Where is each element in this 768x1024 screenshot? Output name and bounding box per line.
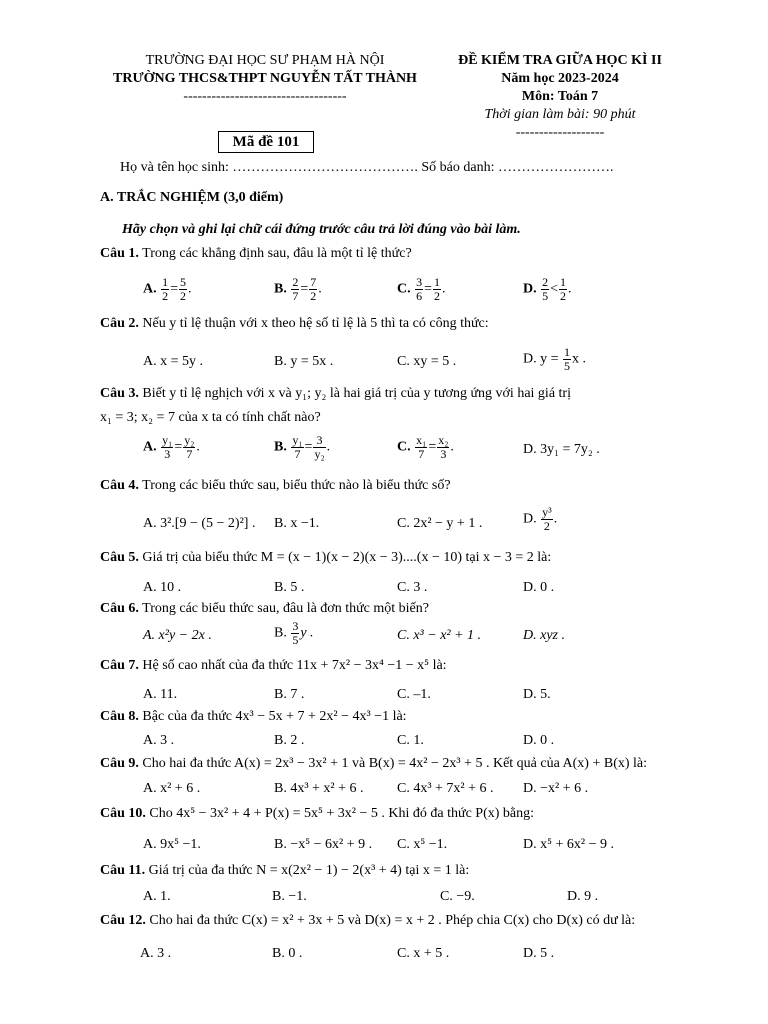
q11-option-a: A. 1. <box>143 889 171 904</box>
fraction: $\frac{\text{x₁}}{7}$ <box>416 433 427 461</box>
question-7: Câu 7. Hệ số cao nhất của đa thức 11x + 7x² − 3x⁴ −1 − x⁵ là: <box>100 658 447 673</box>
question-10: Câu 10. Cho 4x⁵ − 3x² + 4 + P(x) = 5x⁵ + 3x² − 5 . Khi đó đa thức P(x) bằng: <box>100 806 535 821</box>
question-12: Câu 12. Cho hai đa thức C(x) = x² + 3x + 5 và D(x) = x + 2 . Phép chia C(x) cho D(x) có dư là: <box>100 913 636 928</box>
q3-option-b: B. $\frac{\text{y₁}}{7}$ = $\frac{3}{\text{y₂}}$ . <box>274 433 331 461</box>
header-left <box>100 52 430 106</box>
question-3-cont: x₁ = 3; x₂ = 7 của x ta có tính chất nào? <box>100 410 321 425</box>
q12-option-d: D. 5 . <box>523 946 555 961</box>
q11-option-c: C. −9. <box>440 889 475 904</box>
header-right <box>445 52 675 142</box>
fraction: $\frac{\text{y₂}}{7}$ <box>184 433 195 461</box>
fraction: $\frac{\text{x₂}}{3}$ <box>438 433 449 461</box>
q10-option-c: C. x⁵ −1. <box>397 837 448 852</box>
question-3: Câu 3. Biết y tỉ lệ nghịch với x và y₁; y₂ là hai giá trị của y tương ứng với hai giá trị <box>100 386 571 401</box>
q1-option-d: D. $\frac{2}{5}$ < $\frac{1}{2}$ . <box>523 275 572 303</box>
question-text: Trong các khẳng định sau, đâu là một tỉ lệ thức? <box>138 246 412 261</box>
fraction: $\frac{3}{6}$ <box>416 275 423 303</box>
header-left-rule: ----------------------------------- <box>183 89 347 104</box>
q3-option-a: A. $\frac{\text{y₁}}{3}$ = $\frac{\text{y₂}}{7}$ . <box>143 433 200 461</box>
q6-option-d: D. xyz . <box>523 628 565 643</box>
header-right-rule: ------------------- <box>515 125 605 140</box>
fraction: $\frac{3}{5}$ <box>292 619 299 647</box>
question-8: Câu 8. Bậc của đa thức 4x³ − 5x + 7 + 2x² − 4x³ −1 là: <box>100 709 407 724</box>
q8-option-c: C. 1. <box>397 733 424 748</box>
q7-option-b: B. 7 . <box>274 687 305 702</box>
q1-option-b: B. $\frac{2}{7}$ = $\frac{7}{2}$ . <box>274 275 322 303</box>
q7-option-d: D. 5. <box>523 687 551 702</box>
q12-option-c: C. x + 5 . <box>397 946 450 961</box>
question-1 <box>100 246 412 262</box>
q9-option-c: C. 4x³ + 7x² + 6 . <box>397 781 494 796</box>
fraction: $\frac{1}{5}$ <box>564 345 571 373</box>
fraction: $\frac{5}{2}$ <box>180 275 187 303</box>
q5-option-a: A. 10 . <box>143 580 182 595</box>
q10-option-b: B. −x⁵ − 6x² + 9 . <box>274 837 373 852</box>
subject: Môn: Toán 7 <box>521 89 599 104</box>
q12-option-a: A. 3 . <box>140 946 172 961</box>
q6-option-b: B. $\frac{3}{5}$ y . <box>274 619 314 647</box>
fraction: $\frac{1}{2}$ <box>560 275 567 303</box>
q5-option-b: B. 5 . <box>274 580 305 595</box>
q1-option-a: A. $\frac{1}{2}$ = $\frac{5}{2}$ . <box>143 275 192 303</box>
q3-option-d: D. 3y₁ = 7y₂ . <box>523 442 600 457</box>
q8-option-d: D. 0 . <box>523 733 555 748</box>
q2-option-a: A. x = 5y . <box>143 354 204 369</box>
q5-option-c: C. 3 . <box>397 580 428 595</box>
fraction: $\frac{7}{2}$ <box>310 275 317 303</box>
q2-option-c: C. xy = 5 . <box>397 354 457 369</box>
fraction: $\frac{\text{y₁}}{7}$ <box>292 433 303 461</box>
q2-option-b: B. y = 5x . <box>274 354 334 369</box>
q9-option-d: D. −x² + 6 . <box>523 781 589 796</box>
student-info-line: Họ và tên học sinh: …………………………………. Số báo danh: ……………………. <box>120 160 614 175</box>
q7-option-c: C. –1. <box>397 687 431 702</box>
q7-option-a: A. 11. <box>143 687 178 702</box>
exam-code-box: Mã đề 101 <box>218 131 314 153</box>
q11-option-b: B. −1. <box>272 889 307 904</box>
q8-option-b: B. 2 . <box>274 733 305 748</box>
question-5: Câu 5. Giá trị của biểu thức M = (x − 1)(x − 2)(x − 3)....(x − 10) tại x − 3 = 2 là: <box>100 550 552 565</box>
q2-option-d: D. y = $\frac{1}{5}$ x . <box>523 345 587 373</box>
school-name: TRƯỜNG THCS&THPT NGUYỄN TẤT THÀNH <box>113 71 417 86</box>
fraction: $\frac{\text{y₁}}{3}$ <box>162 433 173 461</box>
q4-option-a: A. 3².[9 − (5 − 2)²] . <box>143 516 256 531</box>
q3-option-c: C. $\frac{\text{x₁}}{7}$ = $\frac{\text{x₂}}{3}$ . <box>397 433 454 461</box>
q11-option-d: D. 9 . <box>567 889 599 904</box>
q4-option-c: C. 2x² − y + 1 . <box>397 516 483 531</box>
section-a-instruction: Hãy chọn và ghi lại chữ cái đứng trước câu trả lời đúng vào bài làm. <box>122 222 521 237</box>
q8-option-a: A. 3 . <box>143 733 175 748</box>
question-9: Câu 9. Cho hai đa thức A(x) = 2x³ − 3x² + 1 và B(x) = 4x² − 2x³ + 5 . Kết quả của A(x) + B(x) là: <box>100 756 648 771</box>
question-11: Câu 11. Giá trị của đa thức N = x(2x² − 1) − 2(x³ + 4) tại x = 1 là: <box>100 863 470 878</box>
q12-option-b: B. 0 . <box>272 946 303 961</box>
exam-title: ĐỀ KIỂM TRA GIỮA HỌC KÌ II <box>458 53 662 68</box>
fraction: $\frac{2}{5}$ <box>542 275 549 303</box>
q9-option-b: B. 4x³ + x² + 6 . <box>274 781 364 796</box>
fraction: $\frac{\text{y³}}{2}$ <box>542 505 552 533</box>
q4-option-b: B. x −1. <box>274 516 320 531</box>
question-label: Câu 1. <box>100 246 139 261</box>
duration: Thời gian làm bài: 90 phút <box>484 107 636 122</box>
fraction: $\frac{1}{2}$ <box>162 275 169 303</box>
section-a-title: A. TRẮC NGHIỆM (3,0 điểm) <box>100 190 284 205</box>
school-year: Năm học 2023-2024 <box>501 71 619 86</box>
q1-option-c: C. $\frac{3}{6}$ = $\frac{1}{2}$ . <box>397 275 446 303</box>
q5-option-d: D. 0 . <box>523 580 555 595</box>
q4-option-d: D. $\frac{\text{y³}}{2}$ . <box>523 505 558 533</box>
q6-option-c: C. x³ − x² + 1 . <box>397 628 482 643</box>
q10-option-a: A. 9x⁵ −1. <box>143 837 201 852</box>
fraction: $\frac{3}{\text{y₂}}$ <box>314 433 325 461</box>
q10-option-d: D. x⁵ + 6x² − 9 . <box>523 837 614 852</box>
university-name: TRƯỜNG ĐẠI HỌC SƯ PHẠM HÀ NỘI <box>145 53 385 68</box>
fraction: $\frac{1}{2}$ <box>434 275 441 303</box>
q6-option-a: A. x²y − 2x . <box>143 628 212 643</box>
question-4: Câu 4. Trong các biểu thức sau, biểu thức nào là biểu thức số? <box>100 478 451 493</box>
q9-option-a: A. x² + 6 . <box>143 781 201 796</box>
fraction: $\frac{2}{7}$ <box>292 275 299 303</box>
question-6: Câu 6. Trong các biểu thức sau, đâu là đơn thức một biến? <box>100 601 429 616</box>
question-2: Câu 2. Nếu y tỉ lệ thuận với x theo hệ số tỉ lệ là 5 thì ta có công thức: <box>100 316 489 331</box>
